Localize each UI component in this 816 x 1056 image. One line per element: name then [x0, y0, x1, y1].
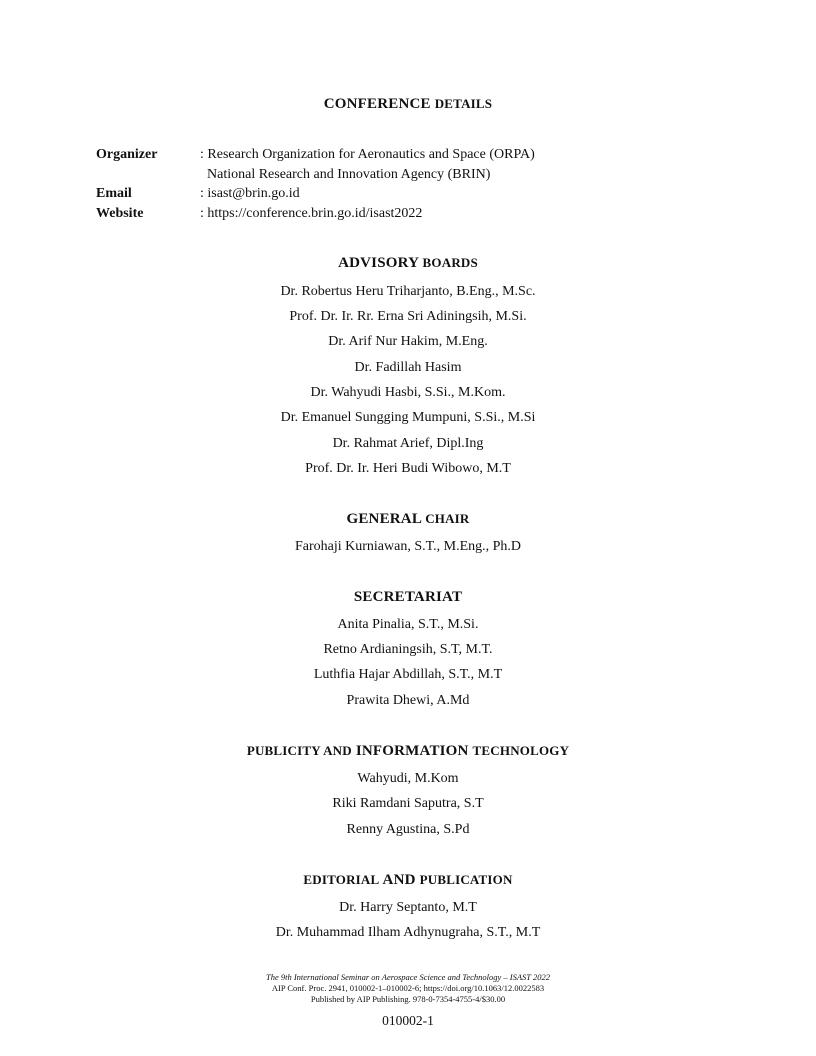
page-title-main: CONFERENCE — [323, 96, 431, 112]
advisory-member: Prof. Dr. Ir. Rr. Erna Sri Adiningsih, M.Si. — [289, 309, 527, 324]
footer-citation: AIP Conf. Proc. 2941, 010002-1–010002-6; https://doi.org/10.1063/12.0022583 — [271, 983, 545, 993]
secretariat-heading: SECRETARIAT — [353, 589, 463, 605]
general-chair-heading-small: CHAIR — [425, 511, 470, 526]
secretariat-member: Anita Pinalia, S.T., M.Si. — [337, 617, 479, 632]
editorial-heading-b: AND — [382, 872, 416, 888]
general-chair-heading — [0, 511, 816, 528]
advisory-member: Dr. Arif Nur Hakim, M.Eng. — [328, 334, 488, 349]
advisory-heading — [0, 255, 816, 272]
advisory-member: Prof. Dr. Ir. Heri Budi Wibowo, M.T — [305, 461, 511, 476]
publicity-member: Renny Agustina, S.Pd — [346, 822, 470, 837]
advisory-member: Dr. Robertus Heru Triharjanto, B.Eng., M.Sc. — [280, 284, 536, 299]
publicity-member: Riki Ramdani Saputra, S.T — [332, 796, 484, 811]
editorial-member: Dr. Muhammad Ilham Adhynugraha, S.T., M.T — [275, 925, 541, 940]
editorial-member: Dr. Harry Septanto, M.T — [339, 900, 477, 915]
advisory-member: Dr. Fadillah Hasim — [354, 360, 462, 375]
editorial-heading-c: PUBLICATION — [419, 872, 513, 887]
footer-publisher: Published by AIP Publishing. 978-0-7354-4755-4/$30.00 — [310, 994, 506, 1004]
organizer-value-line2: National Research and Innovation Agency (BRIN) — [207, 167, 491, 182]
general-chair-heading-main: GENERAL — [346, 511, 422, 527]
email-value: : isast@brin.go.id — [200, 186, 300, 201]
secretariat-member: Prawita Dhewi, A.Md — [346, 693, 470, 708]
publicity-heading-c: TECHNOLOGY — [472, 743, 570, 758]
advisory-heading-main: ADVISORY — [338, 255, 419, 271]
advisory-member: Dr. Wahyudi Hasbi, S.Si., M.Kom. — [310, 385, 506, 400]
publicity-heading-b: INFORMATION — [355, 743, 469, 759]
footer-proceedings-title: The 9th International Seminar on Aerospace Science and Technology – ISAST 2022 — [265, 972, 550, 982]
email-label: Email — [96, 186, 132, 201]
secretariat-member: Retno Ardianingsih, S.T, M.T. — [323, 642, 493, 657]
organizer-value-line1: : Research Organization for Aeronautics and Space (ORPA) — [200, 147, 535, 162]
publicity-heading-a: PUBLICITY AND — [246, 743, 352, 758]
page-title-small: DETAILS — [434, 96, 493, 111]
page-number: 010002-1 — [382, 1013, 434, 1028]
organizer-label: Organizer — [96, 147, 158, 162]
editorial-heading — [0, 872, 816, 889]
advisory-heading-small: BOARDS — [422, 255, 478, 270]
advisory-member: Dr. Emanuel Sungging Mumpuni, S.Si., M.Si — [280, 410, 536, 425]
secretariat-member: Luthfia Hajar Abdillah, S.T., M.T — [313, 667, 503, 682]
publicity-member: Wahyudi, M.Kom — [357, 771, 459, 786]
general-chair-member: Farohaji Kurniawan, S.T., M.Eng., Ph.D — [294, 539, 522, 554]
editorial-heading-a: EDITORIAL — [303, 872, 380, 887]
page-title — [0, 96, 816, 113]
publicity-heading — [0, 743, 816, 760]
advisory-member: Dr. Rahmat Arief, Dipl.Ing — [332, 436, 484, 451]
website-label: Website — [96, 206, 144, 221]
website-value: : https://conference.brin.go.id/isast2022 — [200, 206, 423, 221]
